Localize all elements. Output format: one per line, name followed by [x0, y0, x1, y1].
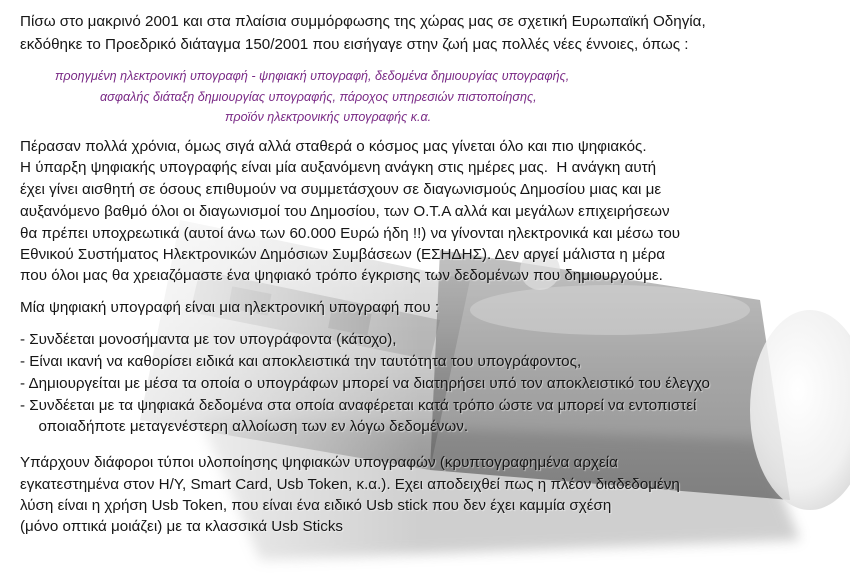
closing-line-3: λύση είναι η χρήση Usb Token, που είναι ένα ειδικό Usb stick που δεν έχει καμμία σχέση	[20, 497, 612, 514]
intro-line-1: Πίσω στο μακρινό 2001 και στα πλαίσια συμμόρφωσης της χώρας μας σε σχετική Ευρωπαϊκή Οδηγία,	[20, 13, 706, 30]
paragraph2-line-2: Η ύπαρξη ψηφιακής υπογραφής είναι μία αυξανόμενη ανάγκη στις ημέρες μας. Η ανάγκη αυτή	[20, 159, 657, 176]
terms-line-1: προηγμένη ηλεκτρονική υπογραφή - ψηφιακή υπογραφή, δεδομένα δημιουργίας υπογραφής,	[55, 69, 570, 83]
definition-bullet-4-cont: οποιαδήποτε μεταγενέστερη αλλοίωση των εν λόγω δεδομένων.	[30, 418, 469, 435]
closing-line-1: Υπάρχουν διάφοροι τύποι υλοποίησης ψηφιακών υπογραφών (κρυπτογραφημένα αρχεία	[20, 454, 618, 471]
paragraph2-line-5: θα πρέπει υποχρεωτικά (αυτοί άνω των 60.000 Ευρώ ήδη !!) να γίνονται ηλεκτρονικά και μέσω του	[20, 225, 681, 242]
definition-intro: Μία ψηφιακή υπογραφή είναι μια ηλεκτρονική υπογραφή που :	[20, 299, 440, 316]
paragraph2-line-1: Πέρασαν πολλά χρόνια, όμως σιγά αλλά σταθερά ο κόσμος μας γίνεται όλο και πιο ψηφιακός.	[20, 138, 647, 155]
definition-bullet-1: - Συνδέεται μονοσήμαντα με τον υπογράφοντα (κάτοχο),	[20, 331, 397, 348]
paragraph2-line-7: που όλοι μας θα χρειαζόμαστε ένα ψηφιακό τρόπο έγκρισης των δεδομένων που δημιουργούμε.	[20, 267, 663, 284]
intro-line-2: εκδόθηκε το Προεδρικό διάταγμα 150/2001 που εισήγαγε στην ζωή μας πολλές νέες έννοιες, όπως :	[20, 36, 689, 53]
definition-bullet-4: - Συνδέεται με τα ψηφιακά δεδομένα στα οποία αναφέρεται κατά τρόπο ώστε να μπορεί να εντοπιστεί	[20, 397, 697, 414]
closing-line-2: εγκατεστημένα στον Η/Υ, Smart Card, Usb Token, κ.α.). Εχει αποδειχθεί πως η πλέον διαδεδομένη	[20, 476, 680, 493]
paragraph2-line-3: έχει γίνει αισθητή σε όσους επιθυμούν να συμμετάσχουν σε διαγωνισμούς Δημοσίου μιας και με	[20, 181, 662, 198]
definition-bullet-3: - Δημιουργείται με μέσα τα οποία ο υπογράφων μπορεί να διατηρήσει υπό τον αποκλειστικό του έλεγχο	[20, 375, 710, 392]
paragraph2-line-4: αυξανόμενο βαθμό όλοι οι διαγωνισμοί του Δημοσίου, των Ο.Τ.Α αλλά και μεγάλων επιχειρήσεων	[20, 203, 670, 220]
closing-line-4: (μόνο οπτικά μοιάζει) με τα κλασσικά Usb Sticks	[20, 518, 344, 535]
paragraph2-line-6: Εθνικού Συστήματος Ηλεκτρονικών Δημόσιων Συμβάσεων (ΕΣΗΔΗΣ). Δεν αργεί μάλιστα η μέρα	[20, 246, 666, 263]
terms-line-3: προϊόν ηλεκτρονικής υπογραφής κ.α.	[225, 110, 432, 124]
definition-bullet-2: - Είναι ικανή να καθορίσει ειδικά και αποκλειστικά την ταυτότητα του υπογράφοντος,	[20, 353, 582, 370]
terms-line-2: ασφαλής διάταξη δημιουργίας υπογραφής, πάροχος υπηρεσιών πιστοποίησης,	[100, 90, 537, 104]
